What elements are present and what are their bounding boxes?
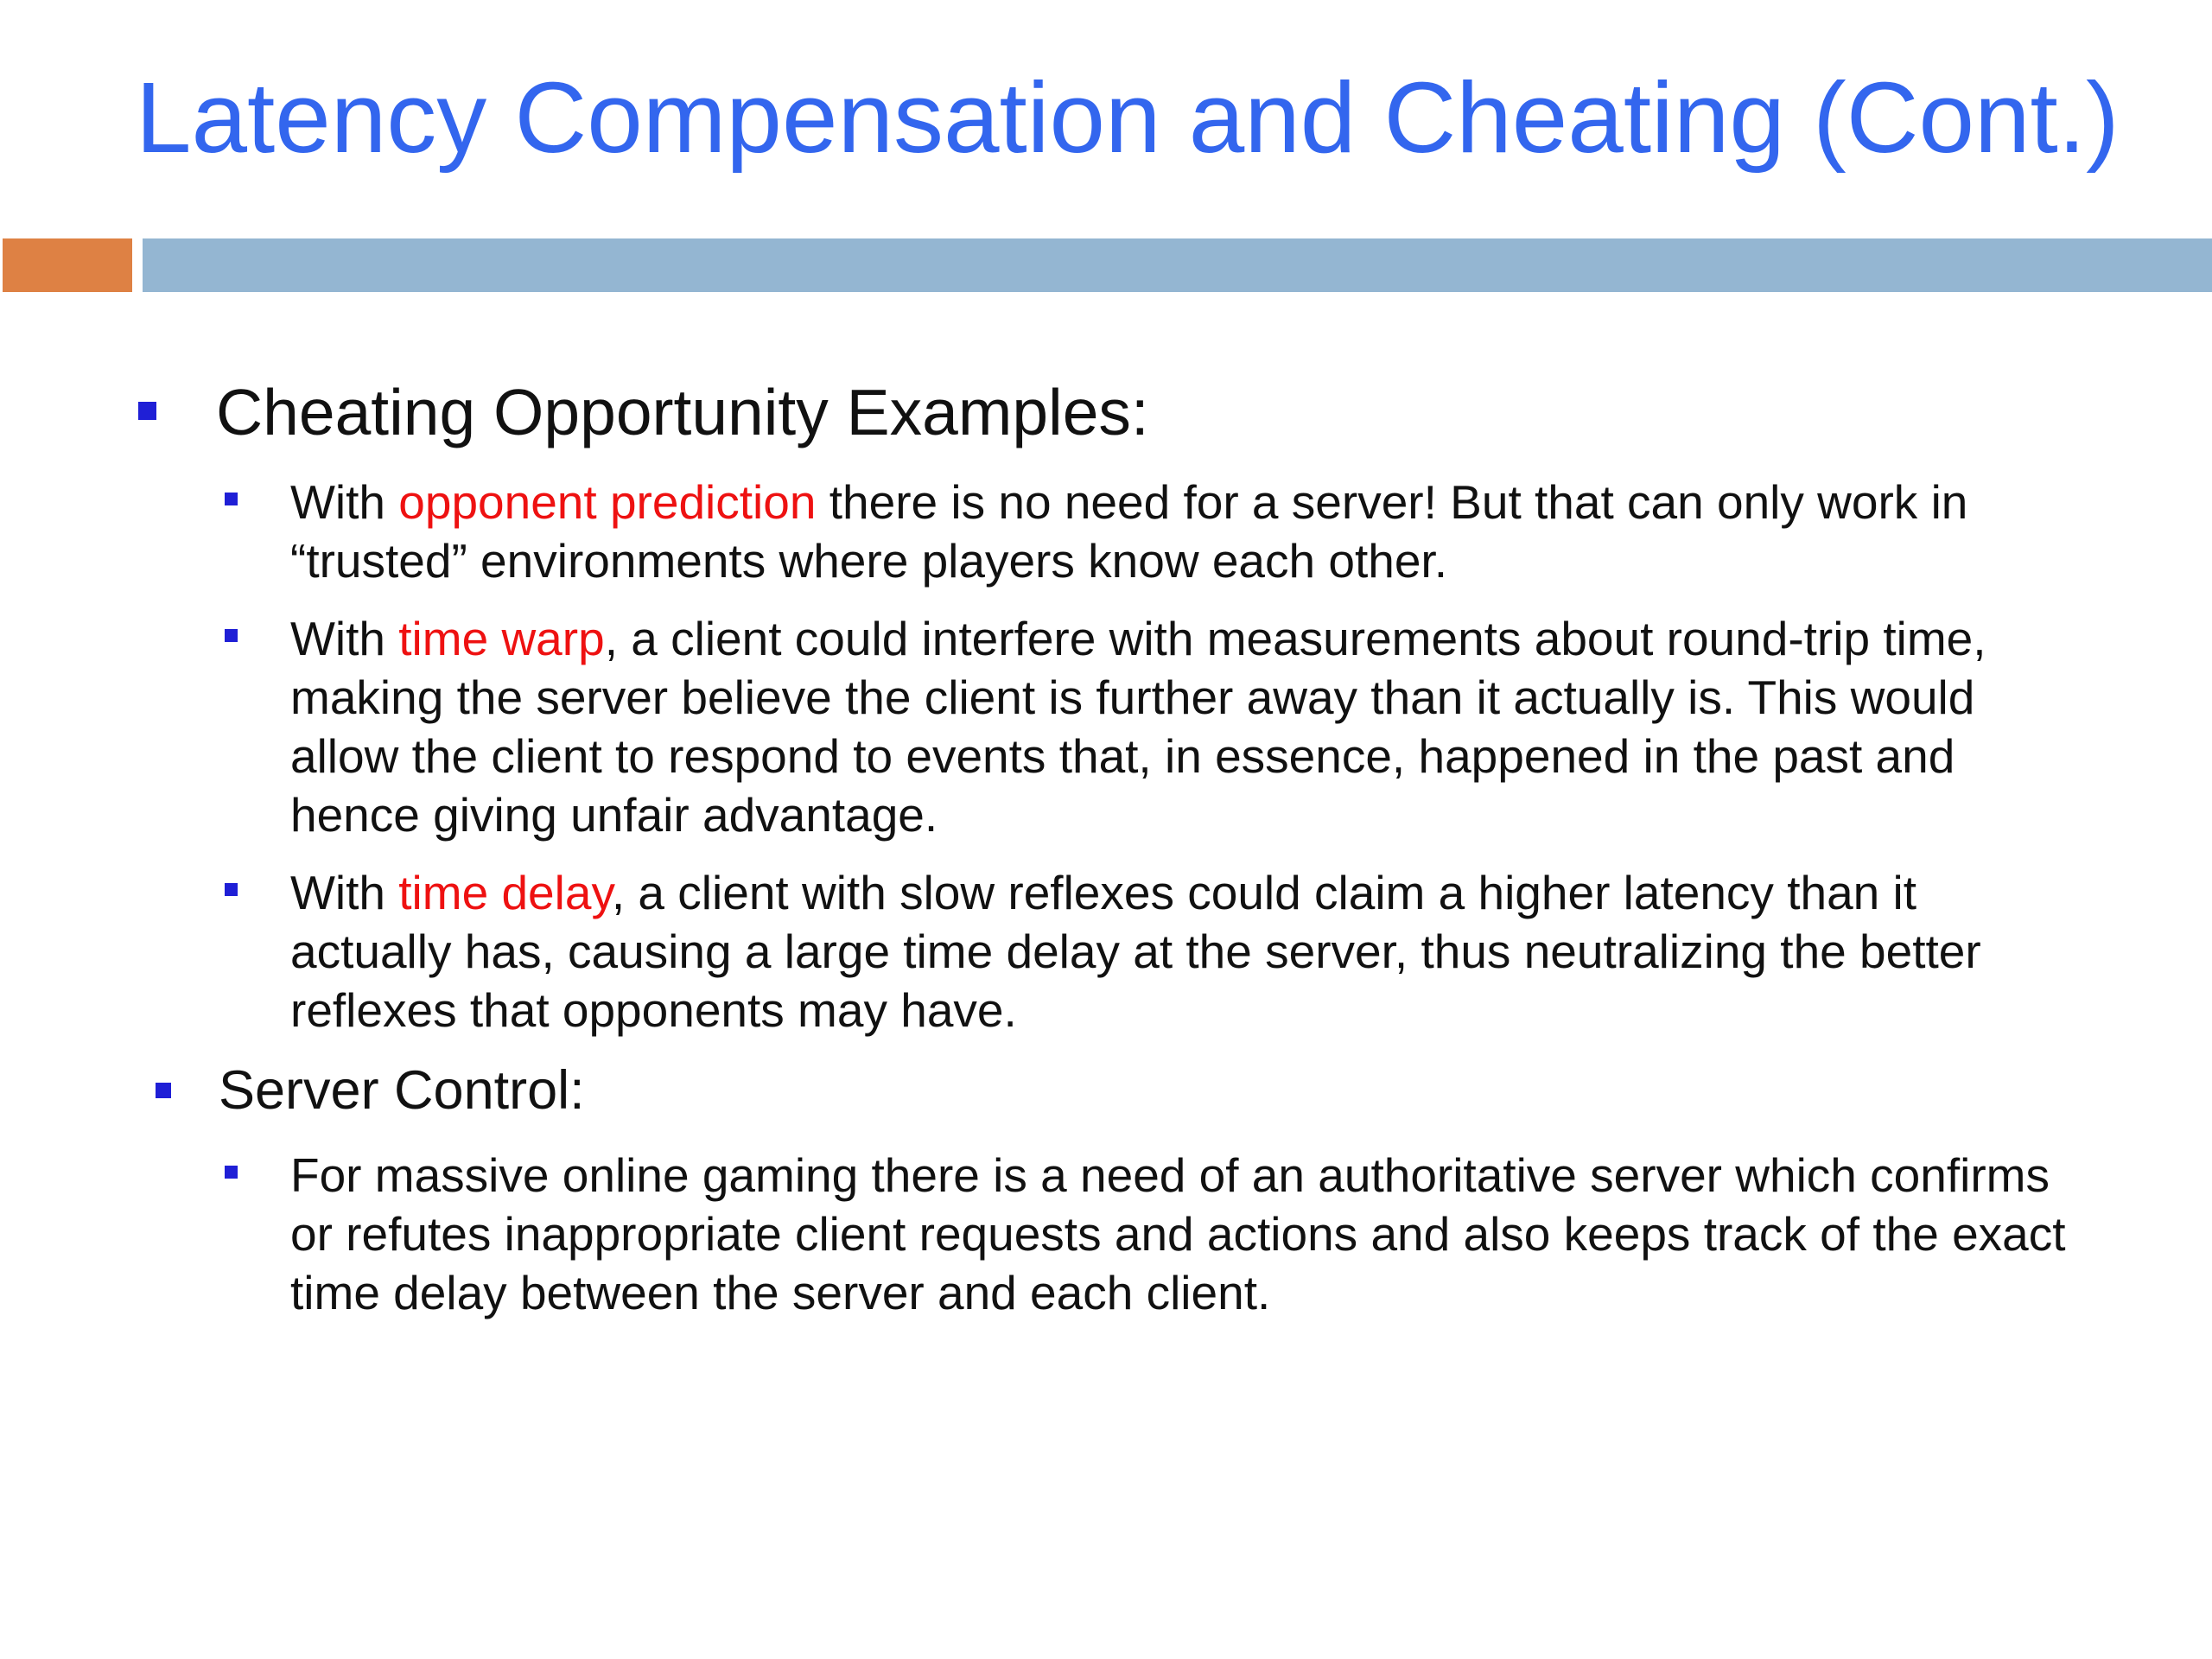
item-prefix: With [290, 475, 399, 529]
slide-title: Latency Compensation and Cheating (Cont.) [136, 61, 2120, 174]
list-item-time-warp [225, 609, 2082, 844]
bullet-icon [225, 629, 238, 642]
item-prefix: With [290, 612, 399, 665]
section-heading-text: Server Control: [219, 1060, 585, 1121]
title-rule-bar [143, 238, 2212, 292]
bullet-icon [225, 883, 238, 896]
item-text: , a client could interfere with measurements about round-trip time, making the server believe the client is further away than it actually is. This would allow the client to respond to events that, in essence, happened in the past and hence giving unfair advantage. [290, 612, 1986, 842]
list-item-opponent-prediction [225, 473, 2082, 590]
highlight-term: time warp [398, 612, 605, 665]
highlight-term: time delay [398, 866, 612, 919]
item-text: there is no need for a server! But that can only work in “trusted” environments where players know each other. [290, 475, 1968, 588]
item-text: , a client with slow reflexes could claim a higher latency than it actually has, causing a large time delay at the server, thus neutralizing the better reflexes that opponents may have. [290, 866, 1981, 1037]
list-item-authoritative-server [225, 1146, 2082, 1322]
item-text: For massive online gaming there is a need of an authoritative server which confirms or refutes inappropriate client requests and actions and also keeps track of the exact time delay between the server and each client. [290, 1148, 2066, 1319]
bullet-icon [225, 493, 238, 505]
highlight-term: opponent prediction [398, 475, 817, 529]
title-accent-bar [3, 238, 132, 292]
bullet-icon [138, 402, 156, 420]
item-prefix: With [290, 866, 399, 919]
list-item-time-delay [225, 863, 2082, 1039]
bullet-icon [156, 1083, 171, 1098]
bullet-icon [225, 1166, 238, 1179]
section-heading-text: Cheating Opportunity Examples: [216, 376, 1149, 448]
